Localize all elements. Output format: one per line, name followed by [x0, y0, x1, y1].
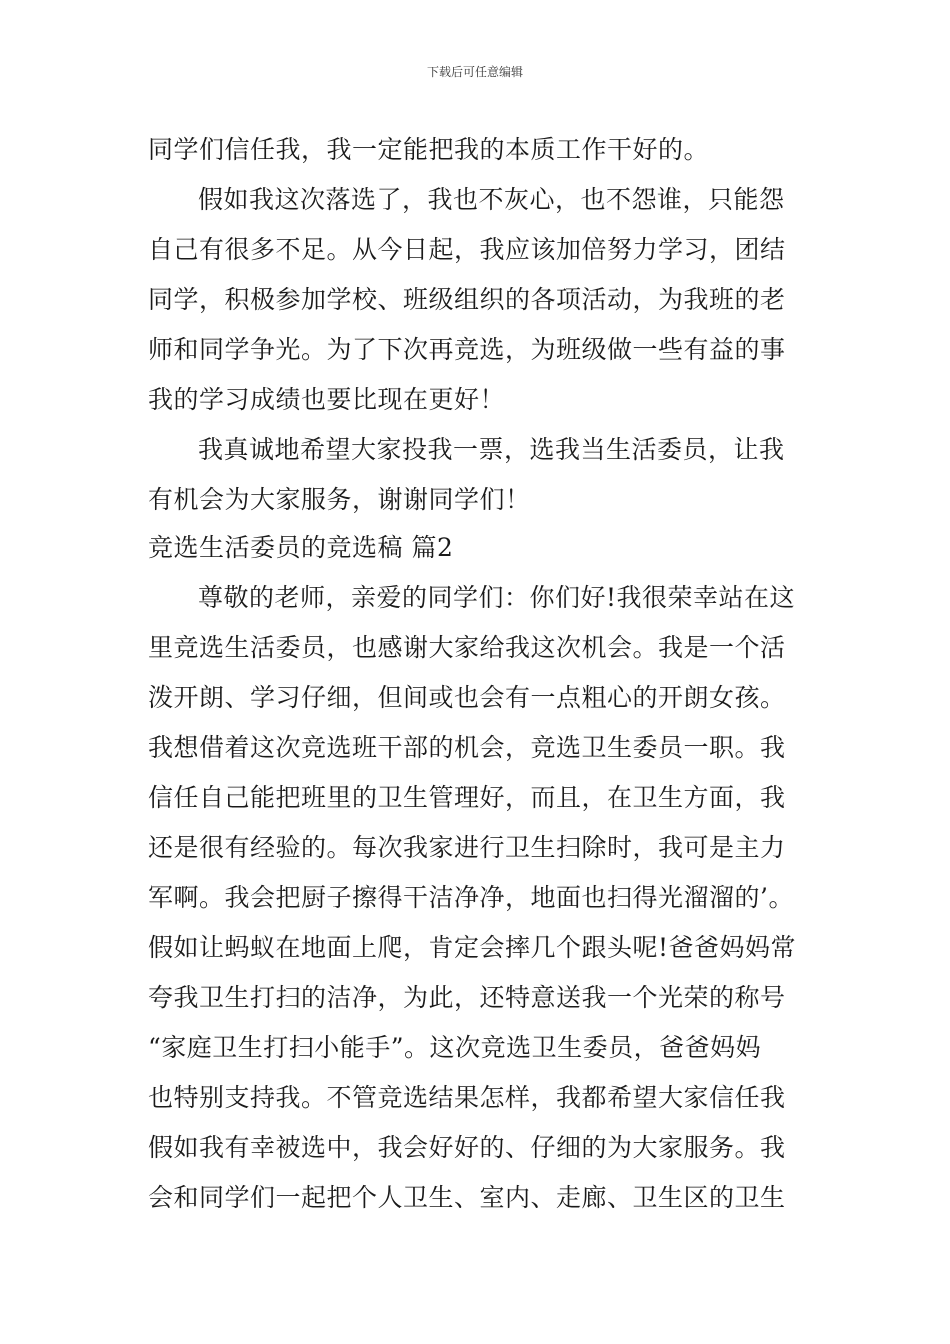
- text-line: 泼开朗、学习仔细，但间或也会有一点粗心的开朗女孩。: [148, 683, 786, 712]
- text-line: 军啊。我会把厨子擦得干洁净净，地面也扫得光溜溜的’。: [148, 883, 794, 912]
- text-line: 师和同学争光。为了下次再竞选，为班级做一些有益的事: [148, 335, 786, 364]
- text-line: 也特别支持我。不管竞选结果怎样，我都希望大家信任我: [148, 1083, 786, 1112]
- text-line: 自己有很多不足。从今日起，我应该加倍努力学习，团结: [148, 235, 786, 264]
- text-line: “家庭卫生打扫小能手”。这次竞选卫生委员，爸爸妈妈: [148, 1033, 762, 1062]
- page-header: 下载后可任意编辑: [426, 65, 523, 79]
- text-line: 我想借着这次竞选班干部的机会，竞选卫生委员一职。我: [148, 733, 786, 762]
- text-line: 我的学习成绩也要比现在更好！: [148, 385, 506, 414]
- text-line: 还是很有经验的。每次我家进行卫生扫除时，我可是主力: [148, 833, 786, 862]
- text-line: 假如我这次落选了，我也不灰心，也不怨谁，只能怨: [198, 185, 785, 214]
- text-line: 我真诚地希望大家投我一票，选我当生活委员，让我: [198, 435, 785, 464]
- text-line: 有机会为大家服务，谢谢同学们！: [148, 485, 531, 514]
- section-heading: 竞选生活委员的竞选稿 篇2: [148, 533, 454, 562]
- text-line: 里竞选生活委员，也感谢大家给我这次机会。我是一个活: [148, 633, 786, 662]
- text-line: 信任自己能把班里的卫生管理好，而且，在卫生方面，我: [148, 783, 786, 812]
- text-line: 同学，积极参加学校、班级组织的各项活动，为我班的老: [148, 285, 786, 314]
- text-line: 同学们信任我，我一定能把我的本质工作干好的。: [148, 135, 710, 164]
- text-line: 假如让蚂蚁在地面上爬，肯定会摔几个跟头呢!爸爸妈妈常: [148, 933, 797, 962]
- text-line: 夸我卫生打扫的洁净，为此，还特意送我一个光荣的称号: [148, 983, 786, 1012]
- text-line: 假如我有幸被选中，我会好好的、仔细的为大家服务。我: [148, 1133, 786, 1162]
- text-line: 尊敬的老师，亲爱的同学们：你们好!我很荣幸站在这: [198, 583, 796, 612]
- text-line: 会和同学们一起把个人卫生、室内、走廊、卫生区的卫生: [148, 1183, 786, 1212]
